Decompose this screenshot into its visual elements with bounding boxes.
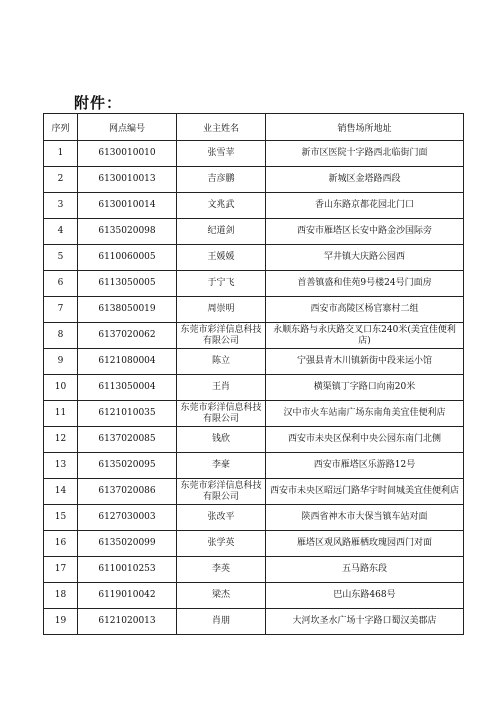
header-outlet-number: 网点编号	[78, 114, 177, 141]
cell-outlet-number: 6135020098	[78, 219, 177, 245]
table-row	[44, 141, 464, 167]
cell-serial: 5	[44, 245, 78, 271]
cell-serial: 9	[44, 349, 78, 375]
cell-outlet-number: 6110010253	[78, 557, 177, 583]
table-row	[44, 297, 464, 323]
cell-serial: 16	[44, 531, 78, 557]
cell-address: 五马路东段	[266, 557, 464, 583]
cell-outlet-number: 6110060005	[78, 245, 177, 271]
cell-serial: 17	[44, 557, 78, 583]
cell-address: 西安市未央区保利中央公园东南门北侧	[266, 427, 464, 453]
outlet-table	[43, 113, 464, 635]
cell-serial: 15	[44, 505, 78, 531]
table-row	[44, 401, 464, 427]
table-row	[44, 531, 464, 557]
cell-outlet-number: 6130010013	[78, 167, 177, 193]
table-row	[44, 583, 464, 609]
cell-owner-name: 张改平	[177, 505, 266, 531]
cell-owner-name: 梁杰	[177, 583, 266, 609]
table-row	[44, 609, 464, 635]
cell-outlet-number: 6130010014	[78, 193, 177, 219]
table-row	[44, 453, 464, 479]
cell-owner-name: 东莞市彩洋信息科技有限公司	[177, 479, 266, 505]
cell-outlet-number: 6130010010	[78, 141, 177, 167]
cell-address: 横渠镇丁字路口向南20米	[266, 375, 464, 401]
cell-address: 罕井镇大庆路公园西	[266, 245, 464, 271]
header-serial: 序列	[44, 114, 78, 141]
cell-address: 西安市未央区昭远门路华宇时间城美宜佳便利店	[266, 479, 464, 505]
cell-owner-name: 李豪	[177, 453, 266, 479]
table-row	[44, 245, 464, 271]
cell-owner-name: 东莞市彩洋信息科技有限公司	[177, 323, 266, 349]
cell-serial: 11	[44, 401, 78, 427]
cell-owner-name: 张雪苹	[177, 141, 266, 167]
cell-address: 宁强县青木川镇新街中段来运小馆	[266, 349, 464, 375]
cell-outlet-number: 6137020085	[78, 427, 177, 453]
cell-owner-name: 张学英	[177, 531, 266, 557]
cell-serial: 7	[44, 297, 78, 323]
cell-address: 永顺东路与永庆路交叉口东240米(美宜佳便利店)	[266, 323, 464, 349]
cell-serial: 18	[44, 583, 78, 609]
cell-address: 香山东路京都花园北门口	[266, 193, 464, 219]
table-row	[44, 167, 464, 193]
cell-serial: 10	[44, 375, 78, 401]
cell-address: 新城区金塔路西段	[266, 167, 464, 193]
cell-address: 大河坎圣水广场十字路口蜀汉美郡店	[266, 609, 464, 635]
cell-serial: 14	[44, 479, 78, 505]
table-row	[44, 479, 464, 505]
cell-address: 新市区医院十字路西北临街门面	[266, 141, 464, 167]
cell-outlet-number: 6138050019	[78, 297, 177, 323]
cell-outlet-number: 6137020062	[78, 323, 177, 349]
cell-serial: 8	[44, 323, 78, 349]
cell-serial: 19	[44, 609, 78, 635]
cell-address: 西安市雁塔区乐游路12号	[266, 453, 464, 479]
cell-address: 巴山东路468号	[266, 583, 464, 609]
cell-owner-name: 王媛媛	[177, 245, 266, 271]
cell-serial: 2	[44, 167, 78, 193]
page-title: 附件：	[74, 94, 123, 112]
table-row	[44, 323, 464, 349]
cell-outlet-number: 6137020086	[78, 479, 177, 505]
table-row	[44, 219, 464, 245]
table-row	[44, 375, 464, 401]
cell-address: 首善镇盛和佳苑9号楼24号门面房	[266, 271, 464, 297]
cell-owner-name: 于宁飞	[177, 271, 266, 297]
cell-owner-name: 李英	[177, 557, 266, 583]
cell-serial: 4	[44, 219, 78, 245]
table-row	[44, 505, 464, 531]
header-address: 销售场所地址	[266, 114, 464, 141]
header-owner-name: 业主姓名	[177, 114, 266, 141]
cell-owner-name: 王肖	[177, 375, 266, 401]
cell-outlet-number: 6135020095	[78, 453, 177, 479]
cell-outlet-number: 6127030003	[78, 505, 177, 531]
table-row	[44, 271, 464, 297]
table-row	[44, 557, 464, 583]
cell-serial: 1	[44, 141, 78, 167]
cell-outlet-number: 6121080004	[78, 349, 177, 375]
table-header-row	[44, 114, 464, 141]
cell-owner-name: 东莞市彩洋信息科技有限公司	[177, 401, 266, 427]
cell-address: 西安市雁塔区长安中路金沙国际旁	[266, 219, 464, 245]
cell-owner-name: 吉彦鹏	[177, 167, 266, 193]
cell-serial: 6	[44, 271, 78, 297]
cell-owner-name: 钱欣	[177, 427, 266, 453]
cell-address: 雁塔区观风路雁栖玫瑰园西门对面	[266, 531, 464, 557]
table-row	[44, 193, 464, 219]
cell-outlet-number: 6113050004	[78, 375, 177, 401]
cell-outlet-number: 6121020013	[78, 609, 177, 635]
table-row	[44, 349, 464, 375]
cell-owner-name: 文兆武	[177, 193, 266, 219]
cell-address: 陕西省神木市大保当镇车站对面	[266, 505, 464, 531]
table-row	[44, 427, 464, 453]
cell-outlet-number: 6121010035	[78, 401, 177, 427]
cell-serial: 12	[44, 427, 78, 453]
cell-owner-name: 陈立	[177, 349, 266, 375]
cell-outlet-number: 6119010042	[78, 583, 177, 609]
cell-address: 汉中市火车站南广场东南角美宜佳便利店	[266, 401, 464, 427]
cell-serial: 13	[44, 453, 78, 479]
cell-owner-name: 周崇明	[177, 297, 266, 323]
cell-outlet-number: 6135020099	[78, 531, 177, 557]
cell-owner-name: 纪道剑	[177, 219, 266, 245]
cell-address: 西安市高陵区杨官寨村二组	[266, 297, 464, 323]
cell-owner-name: 肖朋	[177, 609, 266, 635]
cell-serial: 3	[44, 193, 78, 219]
cell-outlet-number: 6113050005	[78, 271, 177, 297]
